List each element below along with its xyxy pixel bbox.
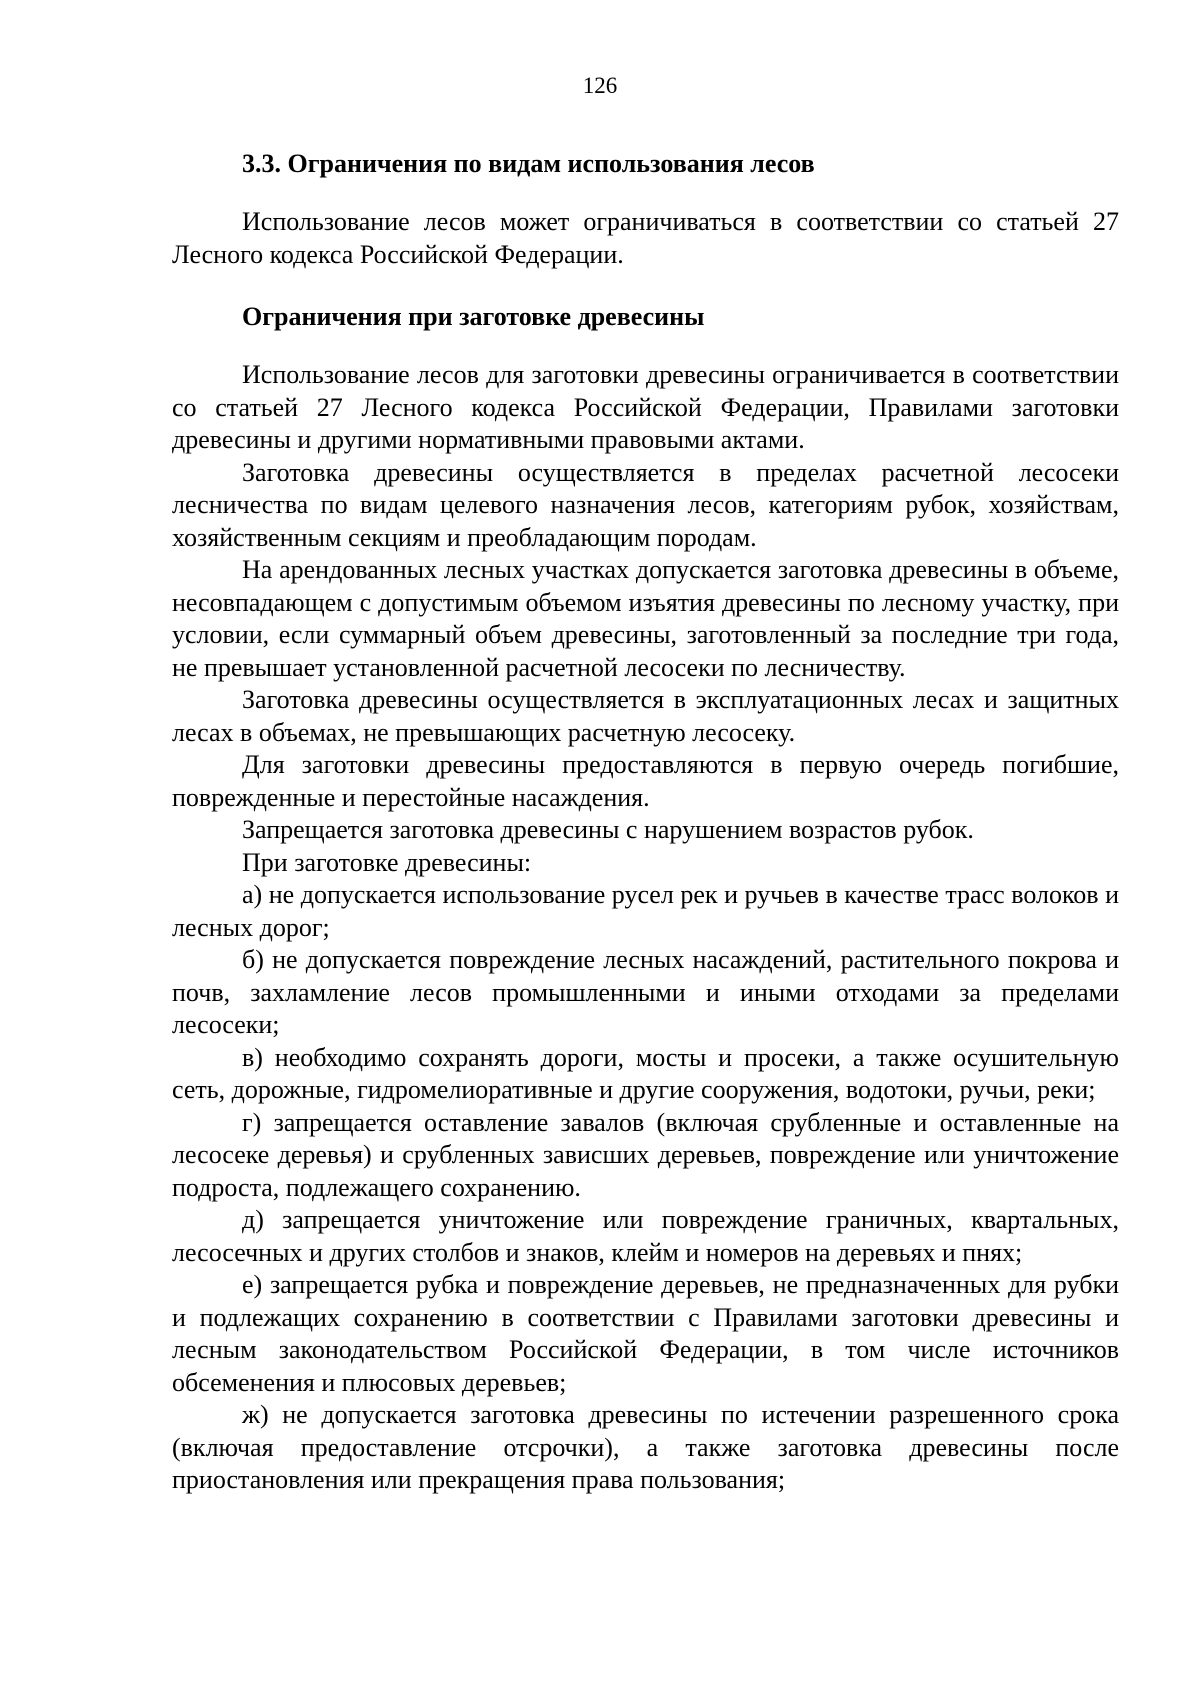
list-item-zh: ж) не допускается заготовка древесины по истечении разрешенного срока (включая предоставление отсрочки), а также заготовка древесины после приостановления или прекращения права пользования; — [172, 1400, 1119, 1494]
paragraph: Использование лесов для заготовки древесины ограничивается в соответствии со статьей 27 Лесного кодекса Российской Федерации, Правилами заготовки древесины и другими нормативными правовыми актами. — [172, 360, 1119, 454]
list-item-d: д) запрещается уничтожение или повреждение граничных, квартальных, лесосечных и других столбов и знаков, клейм и номеров на деревьях и пнях; — [172, 1205, 1119, 1267]
section-intro-paragraph: Использование лесов может ограничиваться в соответствии со статьей 27 Лесного кодекса Российской Федерации. — [172, 207, 1119, 269]
list-item-g: г) запрещается оставление завалов (включая срубленные и оставленные на лесосеке деревья) и срубленных зависших деревьев, повреждение или уничтожение подроста, подлежащего сохранению. — [172, 1107, 1119, 1202]
paragraph: При заготовке древесины: — [242, 847, 532, 877]
subsection-title: Ограничения при заготовке древесины — [242, 302, 705, 331]
paragraph: Заготовка древесины осуществляется в эксплуатационных лесах и защитных лесах в объемах, не превышающих расчетную лесосеку. — [172, 685, 1119, 747]
list-item-v: в) необходимо сохранять дороги, мосты и просеки, а также осушительную сеть, дорожные, гидромелиоративные и другие сооружения, водотоки, ручьи, реки; — [172, 1042, 1119, 1104]
section-title: 3.3. Ограничения по видам использования лесов — [242, 149, 815, 178]
list-item-a: а) не допускается использование русел рек и ручьев в качестве трасс волоков и лесных дорог; — [172, 880, 1119, 942]
paragraph: Запрещается заготовка древесины с нарушением возрастов рубок. — [242, 815, 974, 844]
paragraph: Заготовка древесины осуществляется в пределах расчетной лесосеки лесничества по видам целевого назначения лесов, категориям рубок, хозяйствам, хозяйственным секциям и преобладающим породам. — [172, 457, 1119, 552]
page-number: 126 — [582, 73, 618, 98]
paragraph: На арендованных лесных участках допускается заготовка древесины в объеме, несовпадающем с допустимым объемом изъятия древесины по лесному участку, при условии, если суммарный объем древесины, заготовленный за последние три года, не превышает установленной расчетной лесосеки по лесничеству. — [172, 555, 1119, 682]
page-content — [172, 148, 1119, 1497]
list-item-e: е) запрещается рубка и повреждение деревьев, не предназначенных для рубки и подлежащих сохранению в соответствии с Правилами заготовки древесины и лесным законодательством Российской Федерации, в том числе источников обсеменения и плюсовых деревьев; — [172, 1270, 1119, 1397]
paragraph: Для заготовки древесины предоставляются в первую очередь погибшие, поврежденные и перестойные насаждения. — [172, 750, 1119, 812]
list-item-b: б) не допускается повреждение лесных насаждений, растительного покрова и почв, захламление лесов промышленными и иными отходами за пределами лесосеки; — [172, 945, 1119, 1039]
